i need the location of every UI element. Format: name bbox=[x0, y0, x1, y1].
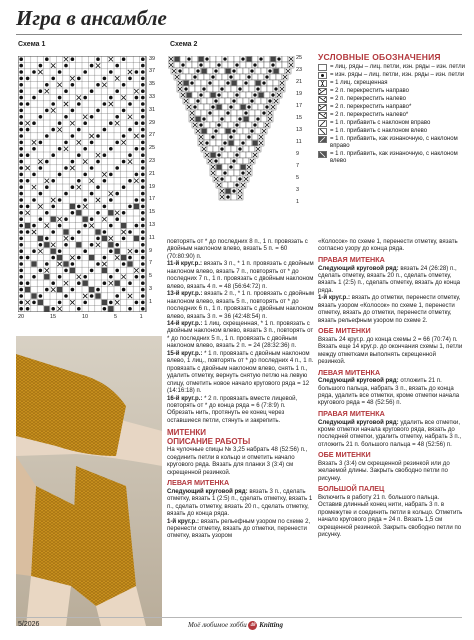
row-number: 23 bbox=[149, 157, 156, 164]
legend-symbol-icon bbox=[318, 112, 327, 119]
section-heading-both-mittens: ОБЕ МИТЕНКИ bbox=[318, 326, 371, 336]
row-number: 15 bbox=[149, 209, 156, 216]
legend-symbol-icon bbox=[318, 151, 327, 158]
instructions-column-3 bbox=[318, 238, 464, 539]
legend-title: УСЛОВНЫЕ ОБОЗНАЧЕНИЯ bbox=[318, 52, 441, 62]
legend-item-text: = изн. ряды – лиц. петли, изн. ряды – изн. петли bbox=[330, 72, 465, 78]
column-number: 10 bbox=[82, 314, 89, 320]
row-number: 37 bbox=[149, 68, 156, 75]
footer-issue: 5/2026 bbox=[18, 621, 40, 628]
legend-item bbox=[318, 96, 468, 103]
section-heading-left-mitten: ЛЕВАЯ МИТЕНКА bbox=[318, 367, 381, 377]
page-title: Игра в ансамбле bbox=[16, 6, 167, 30]
row-number: 19 bbox=[296, 91, 303, 97]
column-number: 15 bbox=[50, 314, 57, 320]
row-number: 9 bbox=[296, 151, 300, 157]
legend-item bbox=[318, 72, 468, 79]
legend-item bbox=[318, 128, 468, 135]
row-number: 35 bbox=[149, 81, 156, 88]
row-number: 23 bbox=[296, 67, 303, 73]
legend-symbol-icon bbox=[318, 96, 327, 103]
column-number: 1 bbox=[139, 314, 143, 320]
instructions-column-2 bbox=[167, 238, 314, 540]
row-number: 27 bbox=[149, 132, 156, 139]
schema2-grid bbox=[168, 56, 298, 206]
legend-item bbox=[318, 80, 468, 87]
legend-item-text: = 1 п. прибавить, как изнаночную, с наклоном вправо bbox=[330, 136, 458, 149]
section-heading-description: ОПИСАНИЕ РАБОТЫ bbox=[167, 437, 251, 447]
row-number: 29 bbox=[149, 119, 156, 126]
legend-item bbox=[318, 136, 468, 150]
instruction-text: Вязать 24 круг.р. до конца схемы 2 = 66 (70:74) п. bbox=[318, 335, 458, 343]
instruction-text: Следующий круговой ряд: вязать 24 (26:28) п., сделать отметку, вязать 20 п., сделать отметку, вязать 1 (2:5) п., сделать отметку, вязать до конца ряда. bbox=[318, 264, 461, 294]
row-number: 33 bbox=[149, 93, 156, 100]
row-number: 19 bbox=[149, 183, 156, 190]
legend-item-text: = 2 п. перекрестить направо bbox=[330, 88, 409, 94]
instruction-text: 13-й круг.р.: вязать 2 п., * 1 п. провязать с двойным наклоном влево, вязать 5 п., повторять от * до последних 6 п., 1 п. провязать с двойным наклоном влево, вязать 3 п. = 36 (42:48:54) п. bbox=[167, 290, 315, 320]
legend-symbol-icon bbox=[318, 88, 327, 95]
schema2-label: Схема 2 bbox=[170, 41, 198, 48]
row-number: 11 bbox=[296, 139, 302, 145]
legend-item-text: = 1 п. прибавить с наклоном вправо bbox=[330, 120, 431, 126]
footer-divider bbox=[16, 617, 462, 618]
instruction-text: Следующий круговой ряд: вязать 3 п., сделать отметку, вязать 1 (2:5) п., сделать отметку, вязать 1 п., сделать отметку, вязать 20 п., сделать отметку, вязать до конца ряда. bbox=[167, 487, 313, 518]
instruction-text: Включить в работу 21 п. большого пальца. Оставив длинный конец нити, набрать 3 п. в промежутке и соединить петли в кольцо. Отметить начало кругового ряда = 24 п. Вязать 1,5 см скрещенной резинкой. Закрыть свободно петли по рисунку. bbox=[318, 493, 463, 539]
instruction-text: 14-й круг.р.: 1 лиц. скрещенная, * 1 п. провязать с двойным наклоном влево, вязать 3 п., повторять от * до последних 5 п., 1 п. провязать с двойным наклоном влево, вязать 2 п. = 24 (28:32:36) п. bbox=[167, 319, 314, 350]
row-number: 15 bbox=[296, 115, 303, 121]
schema2-chart bbox=[168, 56, 298, 206]
mittens-illustration bbox=[16, 336, 162, 626]
instruction-text: 15-й круг.р.: * 1 п. провязать с двойным наклоном влево, 1 лиц., повторять от * до последних 4 п., 1 п. провязать с двойным наклоном влево, снять 1 п., удалить отметку, вернуть снятую петлю на левую спицу, отметить новое начало кругового ряда = 12 (14:16:18) п. bbox=[167, 349, 314, 395]
instruction-text: повторять от * до последних 8 п., 1 п. провязать с двойным наклоном влево, вязать 5 п. = 60 (70:80:90) п. bbox=[167, 238, 308, 260]
legend-item bbox=[318, 104, 468, 111]
row-number: 31 bbox=[149, 106, 156, 113]
row-number: 3 bbox=[296, 187, 300, 193]
row-number: 7 bbox=[149, 260, 153, 267]
row-number: 13 bbox=[296, 127, 303, 133]
row-number: 25 bbox=[296, 55, 303, 61]
instruction-text: 11-й круг.р.: вязать 3 п., * 1 п. провязать с двойным наклоном влево, вязать 7 п., повторять от * до последних 7 п., 1 п. провязать с двойным наклоном влево, вязать 4 п. = 48 (56:64:72) п. bbox=[167, 260, 314, 290]
legend-item bbox=[318, 88, 468, 95]
row-number: 25 bbox=[149, 145, 156, 152]
row-number: 21 bbox=[296, 79, 303, 85]
legend-item bbox=[318, 151, 468, 165]
page-number-badge: 48 bbox=[250, 623, 256, 628]
schema1-chart bbox=[18, 56, 148, 312]
legend-item bbox=[318, 120, 468, 127]
schema1-grid bbox=[18, 56, 148, 312]
legend-item-text: = лиц. ряды – лиц. петли, изн. ряды – изн. петли bbox=[330, 64, 465, 70]
legend-symbol-icon bbox=[318, 64, 327, 71]
legend-item-text: = 1 п. прибавить с наклоном влево bbox=[330, 128, 428, 134]
instruction-text: На чулочные спицы № 3,25 набрать 48 (52:56) п., соединить петли в кольцо и отметить начало кругового ряда. Вязать для планки 3 (3:4) см скрещенной резинкой. bbox=[167, 446, 308, 476]
row-number: 1 bbox=[296, 199, 300, 205]
row-number: 11 bbox=[149, 234, 155, 241]
section-heading-right-mitten: ПРАВАЯ МИТЕНКА bbox=[318, 254, 385, 264]
section-heading-mittens: МИТЕНКИ bbox=[167, 428, 207, 438]
instruction-text: 1-й круг.р.: вязать рельефным узором по схеме 2, перенести отметку, вязать до отметки, перенести отметку, вязать узором bbox=[167, 517, 311, 540]
row-number: 9 bbox=[149, 247, 153, 254]
section-heading-left-mitten: ЛЕВАЯ МИТЕНКА bbox=[167, 478, 230, 488]
row-number: 21 bbox=[149, 170, 156, 177]
legend-symbol-icon bbox=[318, 72, 327, 79]
row-number: 13 bbox=[149, 221, 156, 228]
row-number: 5 bbox=[149, 273, 153, 280]
row-number: 1 bbox=[149, 298, 153, 305]
instruction-text: 16-й круг.р.: * 2 п. провязать вместе лицевой, повторять от * до конца ряда = 6 (7:8:9) п. Обрезать нить, протянуть ее конец через оставшиеся петли, стянуть и закрепить. bbox=[167, 394, 298, 424]
legend-list bbox=[318, 64, 468, 165]
legend-item bbox=[318, 64, 468, 71]
legend-item-text: = 2 п. перекрестить налево bbox=[330, 96, 406, 102]
row-number: 3 bbox=[149, 285, 153, 292]
instruction-text: 1-й круг.р.: вязать до отметки, перенести отметку, вязать узором «Колосок» по схеме 1, перенести отметку, вязать до отметки, перенести отметку, вязать рельефным узором по схеме 2. bbox=[318, 294, 461, 324]
mittens-photo bbox=[16, 336, 162, 626]
legend-symbol-icon bbox=[318, 80, 327, 87]
instruction-text: Вязать 3 (3:4) см скрещенной резинкой или до желаемой длины. Закрыть свободно петли по рисунку. bbox=[318, 459, 450, 482]
row-number: 17 bbox=[296, 103, 303, 109]
row-number: 39 bbox=[149, 55, 156, 62]
instruction-text: «Колосок» по схеме 1, перенести отметку, вязать согласно узору до конца ряда. bbox=[318, 238, 458, 253]
schema1-label: Схема 1 bbox=[18, 41, 46, 48]
footer-magazine: Моё любимое хобби 48 Knitting bbox=[188, 621, 283, 630]
legend-item-text: = 2 п. перекрестить налево* bbox=[330, 112, 409, 118]
legend-item-text: = 1 п. прибавить, как изнаночную, с наклоном влево bbox=[330, 151, 458, 164]
legend-symbol-icon bbox=[318, 120, 327, 127]
section-heading-right-mitten: ПРАВАЯ МИТЕНКА bbox=[318, 408, 385, 418]
column-number: 20 bbox=[18, 314, 25, 320]
row-number: 7 bbox=[296, 163, 300, 169]
legend-item-text: = 1 лиц. скрещенная bbox=[330, 80, 388, 86]
legend-item bbox=[318, 112, 468, 119]
row-number: 17 bbox=[149, 196, 156, 203]
column-number: 5 bbox=[114, 314, 118, 320]
legend-item-text: = 2 п. перекрестить направо* bbox=[330, 104, 412, 110]
legend-symbol-icon bbox=[318, 104, 327, 111]
instruction-text: Следующий круговой ряд: удалить все отметки, кроме отметки начала кругового ряда, вязать до последней отметки, удалить отметку, набрать 3 п., отложить 21 п. большого пальца = 48 (52:56) п. bbox=[318, 418, 462, 448]
legend bbox=[318, 52, 468, 166]
instruction-text: Вязать еще 14 круг.р. до окончания схемы 1, петли между отметками выполнять скрещенной резинкой. bbox=[318, 343, 463, 366]
legend-symbol-icon bbox=[318, 136, 327, 143]
section-heading-thumb: БОЛЬШОЙ ПАЛЕЦ bbox=[318, 484, 385, 494]
row-number: 5 bbox=[296, 175, 300, 181]
legend-symbol-icon bbox=[318, 128, 327, 135]
title-divider bbox=[16, 34, 462, 35]
section-heading-both-mittens: ОБЕ МИТЕНКИ bbox=[318, 450, 371, 460]
instruction-text: Следующий круговой ряд: отложить 21 п. большого пальца, набрать 3 п., вязать до конца ряда, удалить все отметки, кроме отметки начала кругового ряда = 48 (52:56) п. bbox=[318, 377, 460, 407]
